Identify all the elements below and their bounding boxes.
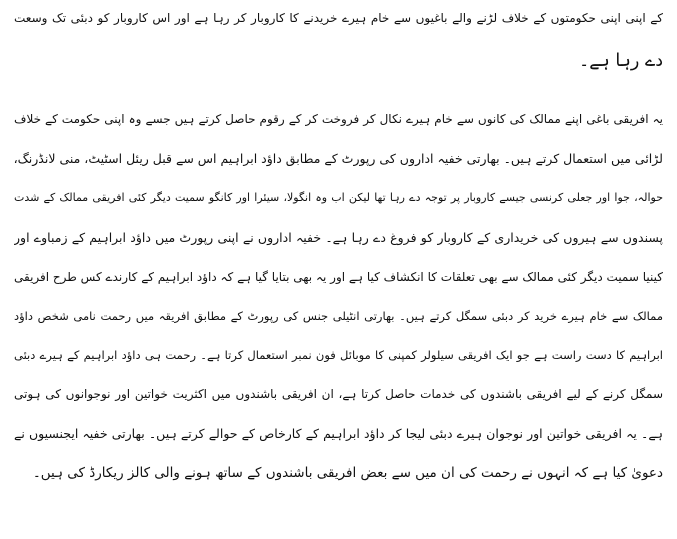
text-line: حوالہ، جوا اور جعلی کرنسی جیسے کاروبار پر توجہ دے رہا تھا لیکن اب وہ انگولا، سیئرا اور کانگو سمیت دیگر کئی افریقی ممالک کے شدت: [14, 191, 663, 204]
article-text: [14, 0, 663, 539]
text-line: کے اپنی اپنی حکومتوں کے خلاف لڑنے والے باغیوں سے خام ہیرے خریدنے کا کاروبار کر رہا ہے اور اس کاروبار کو دبئی تک وسعت: [14, 11, 663, 25]
text-line: کینیا سمیت دیگر کئی ممالک سے بھی تعلقات کا انکشاف کیا ہے اور یہ بھی بتایا گیا ہے کہ داؤد ابراہیم کے کارندے کس طرح افریقی: [14, 270, 663, 284]
text-line: لڑائی میں استعمال کرتے ہیں۔ بھارتی خفیہ اداروں کی رپورٹ کے مطابق داؤد ابراہیم اس سے قبل ریئل اسٹیٹ، منی لانڈرنگ،: [14, 151, 663, 166]
text-line: سمگل کرنے کے لیے افریقی باشندوں کی خدمات حاصل کرتا ہے، ان افریقی باشندوں میں اکثریت خواتین اور نوجوانوں کی ہوتی: [14, 387, 663, 401]
text-line: ممالک سے خام ہیرے خرید کر دبئی سمگل کرتے ہیں۔ بھارتی انٹیلی جنس کی رپورٹ کے مطابق افریقہ میں رحمت نامی شخص داؤد: [14, 309, 663, 323]
text-line: پسندوں سے ہیروں کی خریداری کے کاروبار کو فروغ دے رہا ہے۔ خفیہ اداروں نے اپنی رپورٹ میں داؤد ابراہیم کے زمباوے اور: [14, 230, 663, 245]
text-line: دے رہا ہے۔: [579, 51, 663, 71]
text-line: ابراہیم کا دست راست ہے جو ایک افریقی سیلولر کمپنی کا موبائل فون نمبر استعمال کرتا ہے۔ رحمت ہی داؤد ابراہیم کے ہیرے دبئی: [14, 348, 663, 362]
text-line: یہ افریقی باغی اپنے ممالک کی کانوں سے خام ہیرے نکال کر فروخت کر کے رقوم حاصل کرتے ہیں جسے وہ اپنی حکومت کے خلاف: [14, 112, 663, 126]
text-line: ہے۔ یہ افریقی خواتین اور نوجوان ہیرے دبئی لیجا کر داؤد ابراہیم کے کارخاص کے حوالے کرتے ہیں۔ بھارتی خفیہ ایجنسیوں نے: [14, 426, 663, 441]
text-line: دعویٰ کیا ہے کہ انہوں نے رحمت کی ان میں سے بعض افریقی باشندوں کے ساتھ ہونے والی کالز ریکارڈ کی ہیں۔: [32, 465, 663, 481]
